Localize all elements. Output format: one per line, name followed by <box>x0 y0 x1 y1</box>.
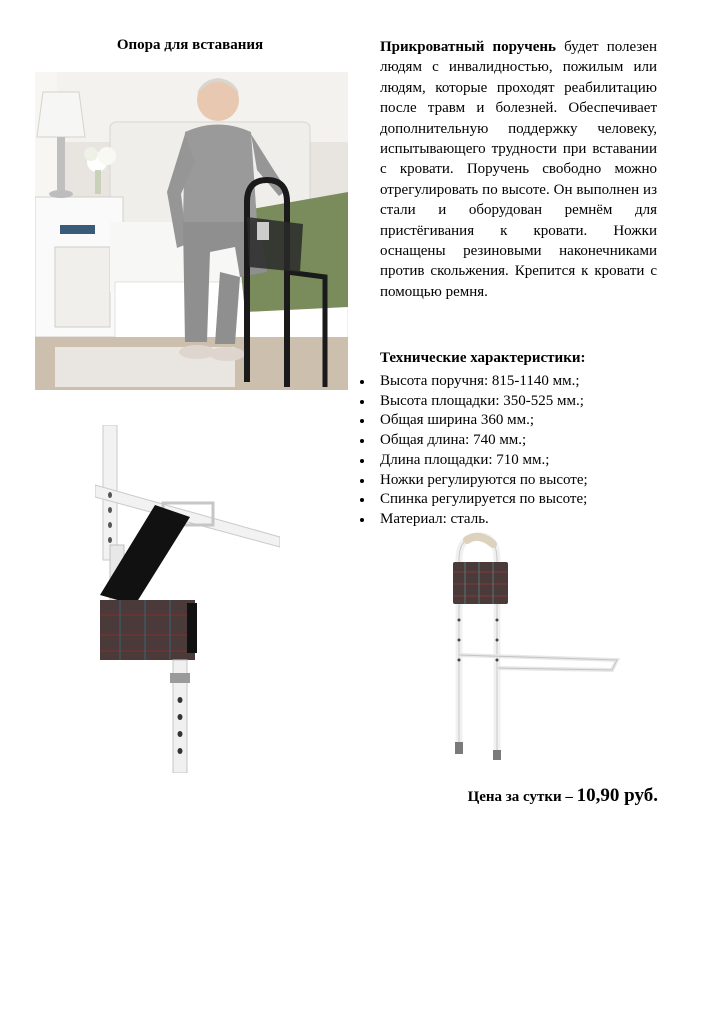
spec-item: Общая ширина 360 мм.; <box>360 411 588 431</box>
spec-item: Высота поручня: 815-1140 мм.; <box>360 372 588 392</box>
price-amount: 10,90 руб. <box>576 785 658 806</box>
page-title: Опора для вставания <box>116 37 264 53</box>
specs-list <box>360 372 588 530</box>
product-description <box>380 37 657 302</box>
strap-detail-photo <box>95 425 280 773</box>
spec-item: Длина площадки: 710 мм.; <box>360 451 588 471</box>
rental-price <box>468 785 658 807</box>
main-photo <box>35 72 348 390</box>
price-label: Цена за сутки – <box>467 789 573 805</box>
product-photo <box>397 530 627 762</box>
specs-heading: Технические характеристики: <box>380 350 586 366</box>
description-text: будет полезен людям с инвалидностью, пожилым или людям, которые проходят реабилитацию после травм и болезней. Обеспечивает дополнительную поддержку человеку, испытывающего трудности при вставании с кровати. Поручень свободно можно отрегулировать по высоте. Он выполнен из стали и оборудован ремнём для пристёгивания к кровати. Ножки оснащены резиновыми наконечниками против скольжения. Крепится к кровати с помощью ремня. <box>380 39 657 300</box>
spec-item: Общая длина: 740 мм.; <box>360 431 588 451</box>
spec-item: Высота площадки: 350-525 мм.; <box>360 392 588 412</box>
spec-item: Ножки регулируются по высоте; <box>360 471 588 491</box>
spec-item: Спинка регулируется по высоте; <box>360 490 588 510</box>
spec-item: Материал: сталь. <box>360 510 588 530</box>
product-name: Прикроватный поручень <box>380 39 556 55</box>
